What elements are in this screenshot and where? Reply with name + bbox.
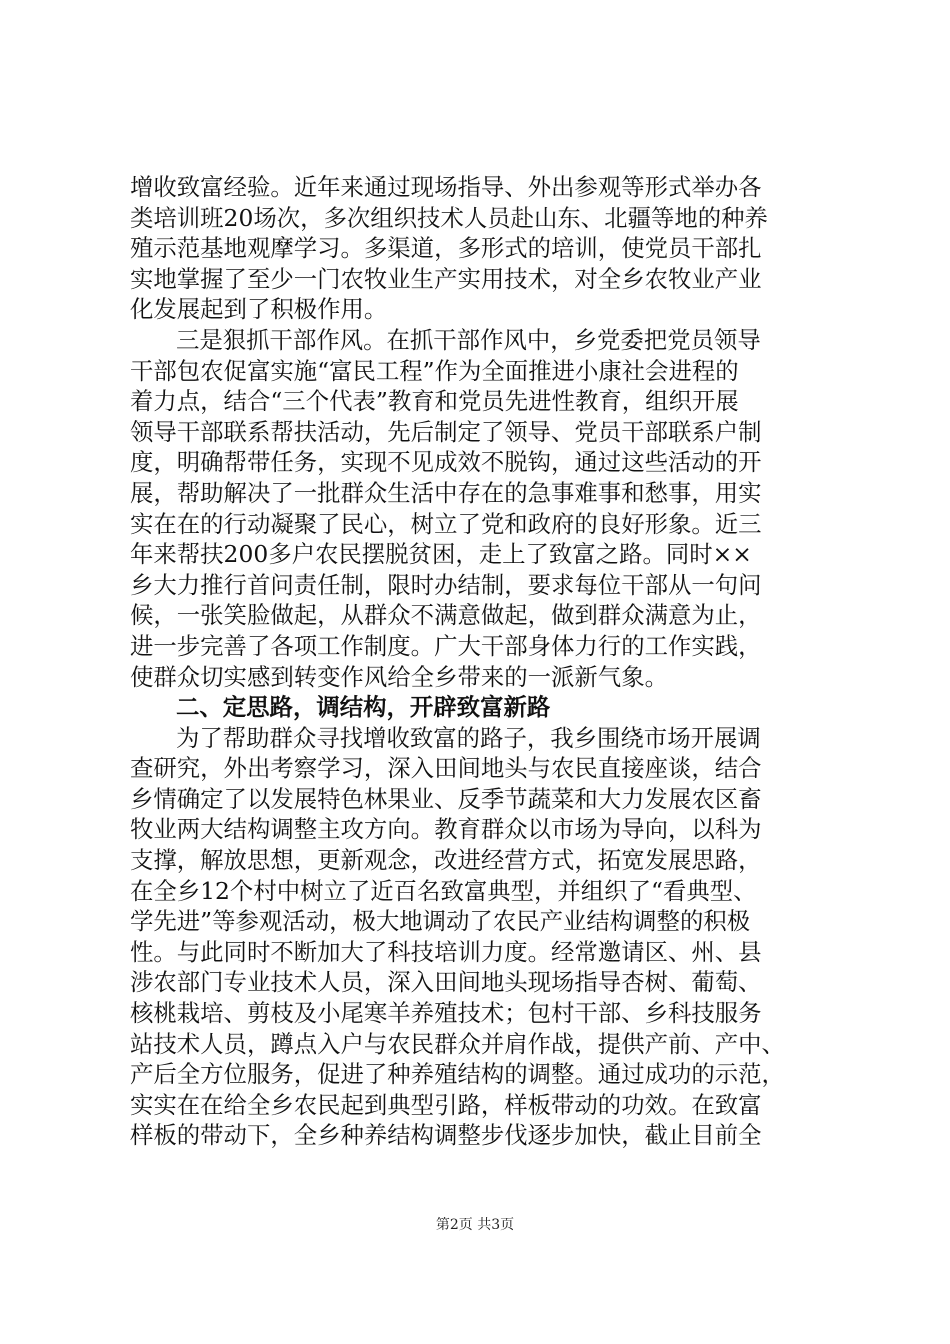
text-line: 使群众切实感到转变作风给全乡带来的一派新气象。 <box>130 662 668 691</box>
text-line: 类培训班20场次，多次组织技术人员赴山东、北疆等地的种养 <box>130 203 768 232</box>
text-line: 样板的带动下，全乡种养结构调整步伐逐步加快，截止目前全 <box>130 1121 762 1150</box>
text-line: 产后全方位服务，促进了种养殖结构的调整。通过成功的示范， <box>130 1060 785 1089</box>
section-heading: 二、定思路，调结构，开辟致富新路 <box>176 693 551 722</box>
text-line: 候，一张笑脸做起，从群众不满意做起，做到群众满意为止， <box>130 601 762 630</box>
text-line: 在全乡12个村中树立了近百名致富典型，并组织了“看典型、 <box>130 876 757 905</box>
text-line: 干部包农促富实施“富民工程”作为全面推进小康社会进程的 <box>130 356 739 385</box>
text-line: 站技术人员，蹲点入户与农民群众并肩作战，提供产前、产中、 <box>130 1029 785 1058</box>
text-line: 年来帮扶200多户农民摆脱贫困，走上了致富之路。同时×× <box>130 540 752 569</box>
text-line: 实在在的行动凝聚了民心，树立了党和政府的良好形象。近三 <box>130 509 762 538</box>
text-line: 乡大力推行首问责任制，限时办结制，要求每位干部从一句问 <box>130 570 762 599</box>
text-line: 涉农部门专业技术人员，深入田间地头现场指导杏树、葡萄、 <box>130 968 762 997</box>
text-line: 乡情确定了以发展特色林果业、反季节蔬菜和大力发展农区畜 <box>130 784 762 813</box>
text-line: 着力点，结合“三个代表”教育和党员先进性教育，组织开展 <box>130 387 739 416</box>
text-line: 领导干部联系帮扶活动，先后制定了领导、党员干部联系户制 <box>130 417 762 446</box>
text-line: 查研究，外出考察学习，深入田间地头与农民直接座谈，结合 <box>130 754 762 783</box>
text-line: 支撑，解放思想，更新观念，改进经营方式，拓宽发展思路， <box>130 846 762 875</box>
text-line: 性。与此同时不断加大了科技培训力度。经常邀请区、州、县 <box>130 937 762 966</box>
text-line: 殖示范基地观摩学习。多渠道，多形式的培训，使党员干部扎 <box>130 234 762 263</box>
text-line: 进一步完善了各项工作制度。广大干部身体力行的工作实践， <box>130 631 762 660</box>
text-line: 牧业两大结构调整主攻方向。教育群众以市场为导向，以科为 <box>130 815 762 844</box>
text-line: 化发展起到了积极作用。 <box>130 295 388 324</box>
text-line: 实实在在给全乡农民起到典型引路，样板带动的功效。在致富 <box>130 1090 762 1119</box>
text-line: 核桃栽培、剪枝及小尾寒羊养殖技术；包村干部、乡科技服务 <box>130 999 762 1028</box>
page-footer: 第2页 共3页 <box>435 1217 515 1233</box>
text-line: 展，帮助解决了一批群众生活中存在的急事难事和愁事，用实 <box>130 478 762 507</box>
text-line: 实地掌握了至少一门农牧业生产实用技术，对全乡农牧业产业 <box>130 264 762 293</box>
text-line: 度，明确帮带任务，实现不见成效不脱钩，通过这些活动的开 <box>130 448 762 477</box>
document-body <box>130 172 830 1151</box>
text-line: 增收致富经验。近年来通过现场指导、外出参观等形式举办各 <box>130 173 762 201</box>
text-line: 为了帮助群众寻找增收致富的路子，我乡围绕市场开展调 <box>176 723 761 752</box>
text-line: 三是狠抓干部作风。在抓干部作风中，乡党委把党员领导 <box>176 325 761 354</box>
text-line: 学先进”等参观活动，极大地调动了农民产业结构调整的积极 <box>130 907 751 936</box>
